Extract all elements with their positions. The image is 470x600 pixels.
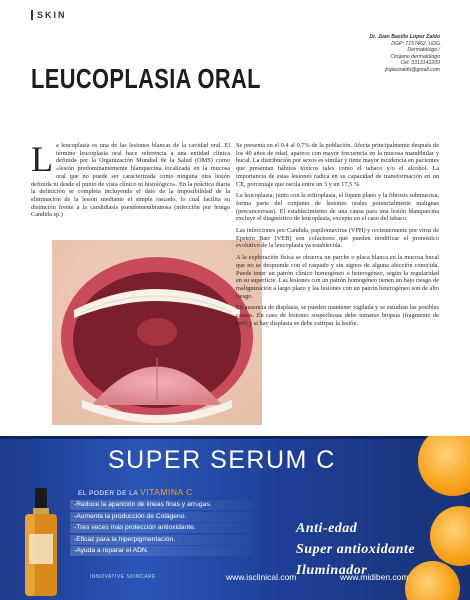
mouth-illustration — [52, 240, 262, 425]
author-line: Cirujano dermatólogo — [390, 53, 440, 60]
ad-subtitle-prefix: EL PODER DE LA — [78, 490, 141, 497]
article-paragraph: A la exploración física se observa un parche o placa blanca en la mucosa bucal que no se desprende con el raspado y sin signos de alguna afección conocida. Puede tener un patrón clínico homogéneo o heterogéneo, según la regularidad en su superficie. Las lesiones con un patrón homogéneo tienen un bajo riesgo de malignización a largo plazo y las lesiones con un patrón heterogéneo son de alto riesgo. — [236, 254, 439, 300]
ad-benefits-list — [70, 500, 255, 558]
drop-cap: L — [31, 139, 53, 179]
section-label: SKIN — [31, 10, 67, 20]
article-paragraph: La leucoplasia, junto con la eritroplasia, el liquen plano y la fibrosis submucosa, forma parte del conjunto de lesiones orales potencialmente malignas (precancerosas). El establecimiento de una causa para una lesión blanquecina excluye el diagnóstico de leucoplasia, excepto en el caso del tabaco. — [236, 192, 439, 223]
ad-brand-footer: INNOVATIVE SKINCARE — [90, 574, 156, 580]
article-title: LEUCOPLASIA ORAL — [31, 63, 261, 94]
article-intro-paragraph — [31, 139, 230, 219]
article-column-right — [236, 142, 439, 331]
author-email[interactable]: jlopezzaldo@gmail.com — [385, 66, 440, 73]
serum-bottle-image — [22, 488, 60, 598]
ad-tagline: Iluminador — [296, 563, 368, 578]
ad-url-isclinical[interactable]: www.isclinical.com — [226, 572, 297, 582]
article-paragraph: En ausencia de displasia, se pueden mantener vigilada y se estudian las posibles causas. En caso de lesiones sospechosas debe tomarse biopsia (fragmento de piel) y si hay displasia se debe extirpar la lesión. — [236, 304, 439, 327]
ad-url-midiben[interactable]: www.midiben.com — [340, 572, 409, 582]
article-paragraph: Se presenta en el 0.4 al 0.7% de la población. Afecta principalmente después de los 40 años de edad, aparece con mayor frecuencia en la mucosa mandibular y bucal. La distribución por sexos es similar y tiene mayor incidencia en pacientes que presentan hábitos tóxicos tales como el tabaco y/o el alcohol. La importancia de estas lesiones radica en su capacidad de transformación en un CE, porcentaje que oscila entre un 3 y un 17,5 %. — [236, 142, 439, 188]
ad-tagline: Super antioxidante — [296, 542, 416, 557]
ad-benefit-item: -Ayuda a reparar el ADN. — [70, 546, 255, 556]
ad-top-bar — [0, 436, 470, 439]
ad-benefit-item: -Reduce la aparición de lineas finas y arrugas. — [70, 500, 255, 510]
ad-subtitle-highlight: VITAMINA C — [140, 487, 193, 497]
open-mouth-photo — [52, 240, 262, 425]
ad-benefit-item: -Aumenta la producción de Colágeno. — [70, 512, 255, 522]
ad-title: SUPER SERUM C — [108, 446, 336, 474]
article-paragraph: Las infecciones por Candida, papilomavirus (VPH) y recientemente por virus de Epstein Barr (VEB) son cofactores que pueden modificar el pronóstico evolutivo de la leucoplasia ya establecida. — [236, 227, 439, 250]
intro-text: a leucoplasia es una de las lesiones blancas de la cavidad oral. El término leucoplasia oral hace referencia a una entidad clínica definida por la Organización Mundial de la Salud (OMS) como «lesión predominantemente blanquecina localizada en la mucosa oral que no puede ser caracterizada como ninguna otra lesión definida ni desde el punto de vista clínico ni histológico». En la práctica diaria la definición se completa incluyendo el dato de la imposibilidad de la eliminación de la lesión mediante el simple rascado, lo cual facilita su distinción frente a la candidiasis pseudomembranosa (infección por hongo Candida sp.) — [31, 142, 230, 219]
ad-benefit-item: -Eficaz para la hiperpigmentación. — [70, 535, 255, 545]
article-column-left — [31, 139, 230, 223]
ad-tagline: Anti-edad — [296, 521, 358, 536]
super-serum-ad[interactable] — [0, 436, 470, 600]
author-name: Dr. Juan Basilio López Zaldo — [369, 34, 440, 40]
orange-slice-image — [430, 506, 470, 566]
ad-benefit-item: -Tres veces más protección antioxidante. — [70, 523, 255, 533]
author-line: Cel: 3313142209 — [400, 60, 440, 67]
author-credits — [280, 34, 440, 74]
author-line: DGP: 7157462, UDG — [391, 40, 440, 47]
ad-subtitle — [78, 487, 193, 497]
author-line: Dermatólogo / — [407, 47, 440, 54]
orange-slice-image — [418, 436, 470, 496]
